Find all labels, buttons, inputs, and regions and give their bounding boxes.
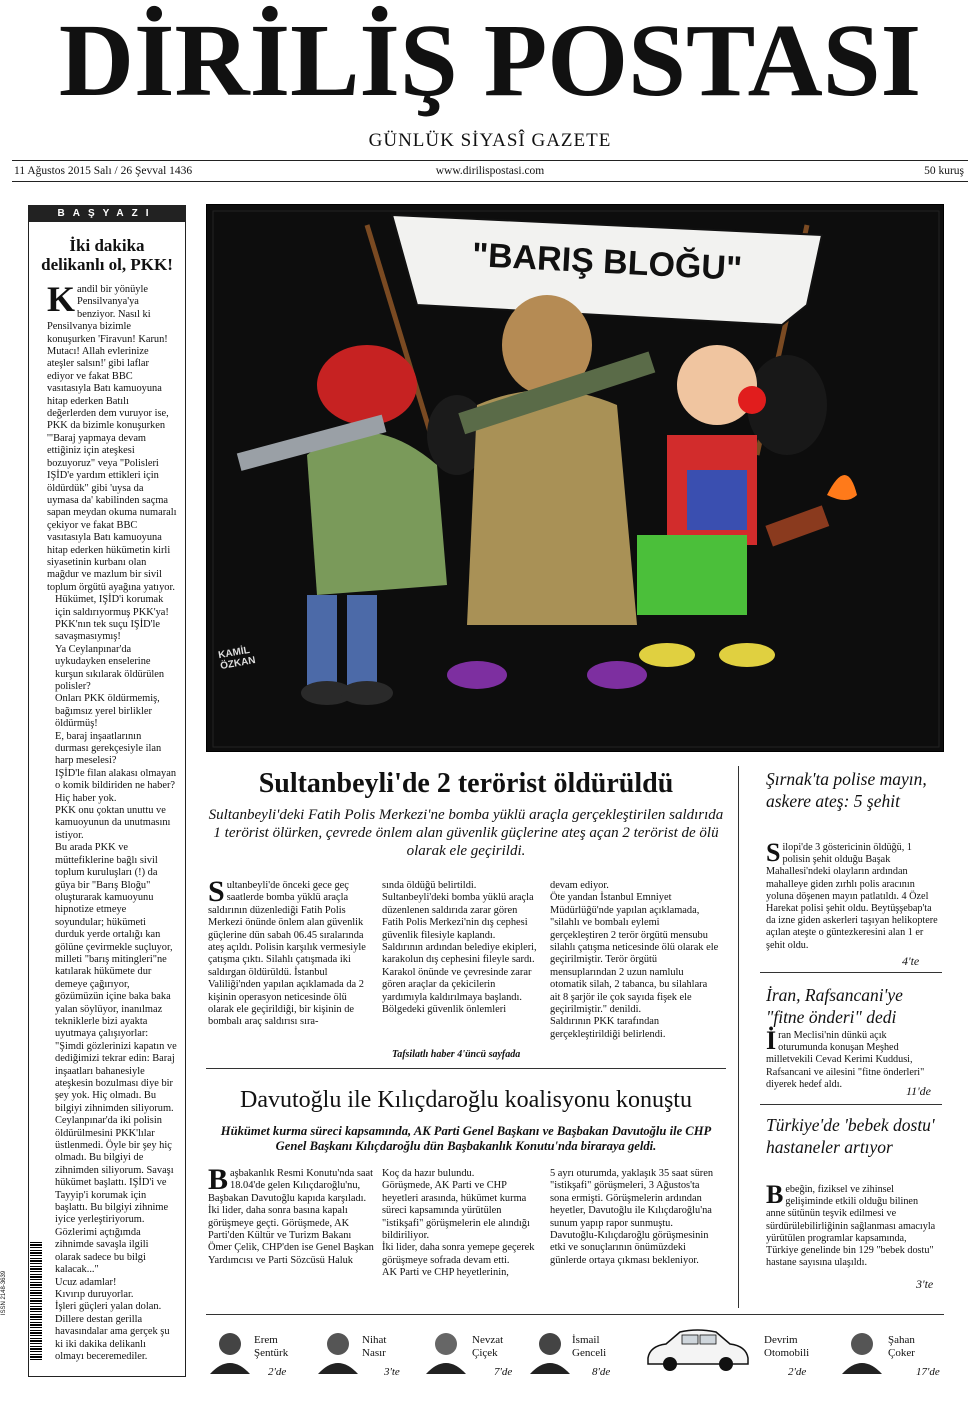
divider [760,972,942,973]
newspaper-title: DİRİLİŞ POSTASI [58,3,922,118]
editorial-paragraph: Ya Ceylanpınar'da uykudayken enselerine kurşun sıkılarak öldürülen polisler? [55,643,165,692]
feature-page: 2'de [788,1366,807,1378]
car-icon [642,1324,752,1374]
columnist-last-name: Genceli [572,1347,607,1359]
lead-paragraph: devam ediyor. [550,880,609,891]
columnist-portrait-icon [314,1326,362,1374]
divider [206,1068,726,1069]
editorial-body [29,279,185,1363]
editorial-paragraph: İşleri güçleri yalan dolan. [55,1301,162,1313]
editorial-paragraph: Bu arada PKK ve müttefiklerine bağlı sivil toplum kuruluşları (!) da güya bir "Barış Bloğu" oluşturarak kamuoyunu hipnotize etmeye soyundular; hükümeti durduk yerde ortalığı kan gölüne çevirmekle suçluyor, milleti "barış mitingleri"ne katılarak hükümete dur demeye çağırıyor, gözümüzün içine baka baka yalan söylüyor, inanılmaz tekniklerle bizi ayakta uyutmaya çalışıyorlar: "Şimdi gözlerinizi kapatın ve dediğimizi tekrar edin: Baraj inşaatları bahanesiyle ateşkesin bozulması diye bir şey yok. Hiç olmadı. Bu bilgiyi zihnimden siliyorum. Ceylanpınar'da iki polisin öldürülmesini PKK'lılar üstlenmedi. Öyle bir şey hiç olmadı. Bu bilgiyi de zihnimden siliyorum. Savaşı hükümet başlattı. IŞİD'i ve Tayyip'i korumak için başlattı. Bu bilgiyi zihnime iyice yerleştiriyorum. Gözlerimi açtığımda zihnimde savaşla ilgili olarak sadece bu bilgi kalacak..." [55,842,177,1276]
second-paragraph: AK Parti ve CHP heyetlerinin, [382,1267,509,1279]
sidebar-body [766,838,938,952]
sidebar-headline[interactable]: Türkiye'de 'bebek dostu' hastaneler artıyor [766,1115,935,1157]
editorial-column [28,205,186,1377]
issn-number: ISSN 2148-3639 [1,1270,8,1316]
sidebar-divider [738,766,739,1308]
columnist-portrait-icon [526,1326,574,1374]
second-text: aşbakanlık Resmi Konutu'nda saat 18.04'de gelen Kılıçdaroğlu'nu, Başbakan Davutoğlu kapıda karşıladı. İki lider, daha sonra basına kapalı görüşmeye geçti. Görüşmede, AK Parti'den Kültür ve Turizm Bakanı Ömer Çelik, CHP'den ise Genel Başkan Yardımcısı ve Parti Sözcüsü Haluk [208,1168,374,1266]
feature-first-name: Devrim [764,1334,798,1346]
sidebar-page-ref[interactable]: 11'de [906,1084,932,1098]
lead-headline[interactable]: Sultanbeyli'de 2 terörist öldürüldü [258,768,674,799]
lead-deck: Sultanbeyli'deki Fatih Polis Merkezi'ne bomba yüklü araçla gerçekleştirilen saldırıda 1 terörist ölürken, çevrede önlem alan güvenlik güçlerine ateş açan 2 terörist de ölü olarak ele geçirildi. [208,807,724,859]
editorial-paragraph: Dillere destan gerilla havasındalar ama gerçek şu ki iki dakika delikanlı olmayı beceremediler. [55,1313,170,1362]
lead-page-reference[interactable]: Tafsilatlı haber 4'üncü sayfada [392,1049,521,1060]
lead-col-1 [208,875,374,1029]
issue-date: 11 Ağustos 2015 Salı / 26 Şevval 1436 [14,165,193,177]
editorial-kicker: BAŞYAZI [29,206,185,222]
drop-cap: B [766,1180,784,1209]
price: 50 kuruş [924,165,964,177]
second-paragraph: Görüşmede, AK Parti ve CHP heyetleri arasında, hükümet kurma süreci kapsamında yürütülen "istikşafi" görüşmelerin ele alındığı bildiriliyor. [382,1180,530,1242]
drop-cap: S [208,875,225,908]
columnist-last-name: Şentürk [254,1347,289,1359]
lead-paragraph: Bölgedeki güvenlik önlemleri [382,1004,507,1016]
columnist-item[interactable] [314,1318,414,1384]
editorial-first-paragraph: andil bir yönüyle Pensilvanya'ya benziyor. Nasıl ki Pensilvanya bizimle konuşurken 'Firavun! Karun! Mutacı! Allah evlerinize ateşler salsın!' gibi laflar ediyor ve fakat BBC vasıtasıyla Batı kamuoyuna hitap ederken Batılı değerlerden dem vuruyor ise, PKK da bizimle konuşurken '"Baraj yapmaya devam ettiğiniz için ateşkesi bozuyoruz" veya "Polisleri IŞİD'e yardım ettikleri için öldürdük" gibi 'uysa da uymasa da' kabilinden saçma sapan meydan okuma numaralı çekiyor ve fakat BBC vasıtasıyla Batı kamuoyuna hitap ederken hükümetin kirli siyasetinin kurbanı olan mağdur ve mazlum bir sivil toplum örgütü ayağına yatıyor. [47,284,177,593]
columnist-portrait-icon [838,1326,886,1374]
columnist-page: 7'de [494,1366,513,1378]
cartoon-banner-text: "BARIŞ BLOĞU" [471,235,743,289]
footer-columnists [206,1318,944,1384]
columnist-page: 2'de [268,1366,287,1378]
columnist-last-name: Çoker [888,1347,915,1359]
columnist-portrait-icon [422,1326,470,1374]
columnist-name [472,1334,503,1360]
barcode-bars [30,1240,42,1360]
lead-paragraph: Saldırının ardından belediye ekipleri, karakolun dış cephesini fileyle sardı. [382,942,537,966]
second-paragraph: 5 ayrı oturumda, yaklaşık 35 saat süren "istikşafi" görüşmeleri, 3 Ağustos'ta sona ermişti. Görüşmelerin ardından heyetler, Davutoğlu ile Kılıçdaroğlu'na sunum yapıp rapor sunmuştu. [550,1168,714,1229]
lead-col-3 [550,880,720,1041]
second-col-3 [550,1168,720,1267]
columnist-first-name: Nevzat [472,1334,504,1346]
columnist-item[interactable] [838,1318,944,1384]
drop-cap: İ [766,1026,777,1055]
columnist-last-name: Nasır [362,1347,386,1359]
editorial-paragraph: E, baraj inşaatlarının durması gerekçesiyle ilan harp meselesi? [55,730,162,767]
columnist-first-name: Erem [254,1334,278,1346]
columnist-first-name: İsmail [572,1334,600,1346]
sidebar-headline[interactable]: İran, Rafsancani'ye "fitne önderi" dedi [766,985,903,1027]
editorial-paragraph: Hükümet, IŞİD'i korumak için saldırıyormuş PKK'ya! [55,594,169,618]
cartoon-drawing [207,205,944,752]
sidebar-text: ebeğin, fiziksel ve zihinsel gelişiminde etkili olduğu bilinen anne sütünün teşvik edilmesi ve sürdürülebilirliğinin sağlanması amacıyla yürütülen programlar kapsamında, Türkiye genelinde bin 129 "bebek dostu" hastane sayısına ulaşıldı. [766,1184,936,1269]
drop-cap: B [208,1163,229,1196]
masthead [0,0,980,160]
website-url[interactable]: www.dirilispostasi.com [435,165,545,177]
divider [760,1104,942,1105]
drop-cap: S [766,838,781,867]
columnist-first-name: Nihat [362,1334,387,1346]
second-deck: Hükümet kurma süreci kapsamında, AK Parti Genel Başkanı ve Başbakan Davutoğlu ile CHP Genel Başkanı Kılıçdaroğlu dün Başbakanlık Konutu'nda biraraya geldi. [220,1124,712,1153]
cartoon-illustration [206,204,944,752]
lead-paragraph: Saldırının PKK tarafından gerçekleştirildiği belirlendi. [550,1016,666,1040]
columnist-first-name: Şahan [888,1334,915,1346]
columnist-page: 3'te [384,1366,400,1378]
lead-paragraph: Öte yandan İstanbul Emniyet Müdürlüğü'nde yapılan açıklamada, "silahlı ve bombalı eylemi gerçekleştiren 2 terör örgütü mensubu silahlı çatışma neticesinde ölü olarak ele geçirilmiştir. Terör örgütü mensuplarından 2 uzun namlulu otomatik silah, 2 tabanca, bu silahlara ait 8 şarjör ile çok sayıda fişek ele geçirilmiştir." denildi. [550,892,719,1016]
sidebar-text: ilopi'de 3 göstericinin öldüğü, 1 polisin şehit olduğu Başak Mahallesi'ndeki olayların ardından mahalleye giden zırhlı polis aracının yoluna döşenen mayın patlatıldı. 4 Özel Harekat polisi şehit oldu. Beytüşşebap'ta da izne giden askerleri taşıyan helikoptere açılan ateşte o güntezkeresini alan 1 er şehit oldu. [766,842,938,951]
drop-cap: K [47,279,76,319]
lead-col-2 [382,880,540,1016]
editorial-paragraph: Kıvırıp duruyorlar. [55,1288,134,1300]
columnist-item[interactable] [206,1318,306,1384]
sidebar-headline[interactable]: Şırnak'ta polise mayın, askere ateş: 5 şehit [766,769,927,811]
dateline [12,160,968,182]
editorial-headline: İki dakika delikanlı ol, PKK! [41,236,173,274]
barcode [30,1240,48,1360]
editorial-paragraph: Onları PKK öldürmemiş, bağımsız yerel birlikler öldürmüş! [55,693,160,730]
columnist-page: 17'de [916,1366,940,1378]
columnist-last-name: Çiçek [472,1347,498,1359]
columnist-portrait-icon [206,1326,254,1374]
columnist-page: 8'de [592,1366,611,1378]
editorial-paragraph: PKK'nın tek suçu IŞİD'le savaşmasıymış! [55,618,161,643]
columnist-item[interactable] [422,1318,522,1384]
second-headline[interactable]: Davutoğlu ile Kılıçdaroğlu koalisyonu konuştu [240,1087,692,1113]
newspaper-subtitle: GÜNLÜK SİYASÎ GAZETE [368,130,612,151]
feature-last-name: Otomobili [764,1347,810,1359]
columnist-item[interactable] [526,1318,626,1384]
columnist-name [362,1334,386,1360]
lead-paragraph: Karakol önünde ve çevresinde zarar gören araçlar da çekicilerin yardımıyla kaldırılmaya başlandı. [382,966,532,1003]
lead-text: ultanbeyli'de önceki gece geç saatlerde bomba yüklü araçla saldırının düzenlediği Fatih Polis Merkezi önünde önlem alan güvenlik güçlerine dün sabah 06.45 sıralarında ateş açıldı. Polisin karşılık vermesiyle çatışma çıktı. Silahlı çatışmada iki saldırgan öldürüldü. İstanbul Valiliği'nden yapılan açıklamada da 2 kişinin operasyon neticesinde ölü olarak ele geçirildiği, bir kişinin de bombalı araç saldırısı sıra- [208,880,366,1028]
columnist-name [254,1334,288,1360]
sidebar-page-ref[interactable]: 4'te [902,954,920,968]
feature-name [764,1334,809,1360]
sidebar-text: ran Meclisi'nin dünkü açık oturumunda konuşan Meşhed milletvekili Cevad Kerimi Kuddusi, Rafsancani ve ailesini "fitne önderleri" diyerek hedef aldı. [766,1030,925,1090]
sidebar-body [766,1026,938,1091]
second-paragraph: Koç da hazır bulundu. [382,1168,475,1179]
editorial-paragraph: Ucuz adamlar! [55,1276,117,1288]
editorial-paragraph: IŞİD'le filan alakası olmayan o komik bildiriden ne haber? [55,767,177,792]
sidebar-page-ref[interactable]: 3'te [916,1277,934,1291]
editorial-paragraph: PKK onu çoktan unuttu ve kamuoyunun da unutmasını istiyor. [55,805,171,841]
lead-paragraph: Sultanbeyli'deki bomba yüklü araçla düzenlenen saldırıda zarar gören Fatih Polis Merkezi'nin dış cephesi güvenlik filesiyle kaplandı. [382,892,534,941]
columnist-item[interactable] [642,1318,812,1384]
second-paragraph: İki lider, daha sonra yemepe geçerek görüşmeye sofrada devam etti. [382,1242,535,1266]
columnist-name [888,1334,915,1360]
second-col-1 [208,1163,374,1267]
sidebar-body [766,1180,938,1269]
second-paragraph: Davutoğlu-Kılıçdaroğlu görüşmesinin etki ve sonuçlarının önümüzdeki günlerde ortaya çıkması bekleniyor. [550,1230,709,1266]
columnist-name [572,1334,606,1360]
editorial-paragraph: Hiç haber yok. [55,792,117,804]
second-col-2 [382,1168,540,1280]
cartoon-signature: KAMİL ÖZKAN [217,644,257,673]
footer-top-rule [206,1314,944,1315]
lead-paragraph: sında öldüğü belirtildi. [382,880,477,891]
